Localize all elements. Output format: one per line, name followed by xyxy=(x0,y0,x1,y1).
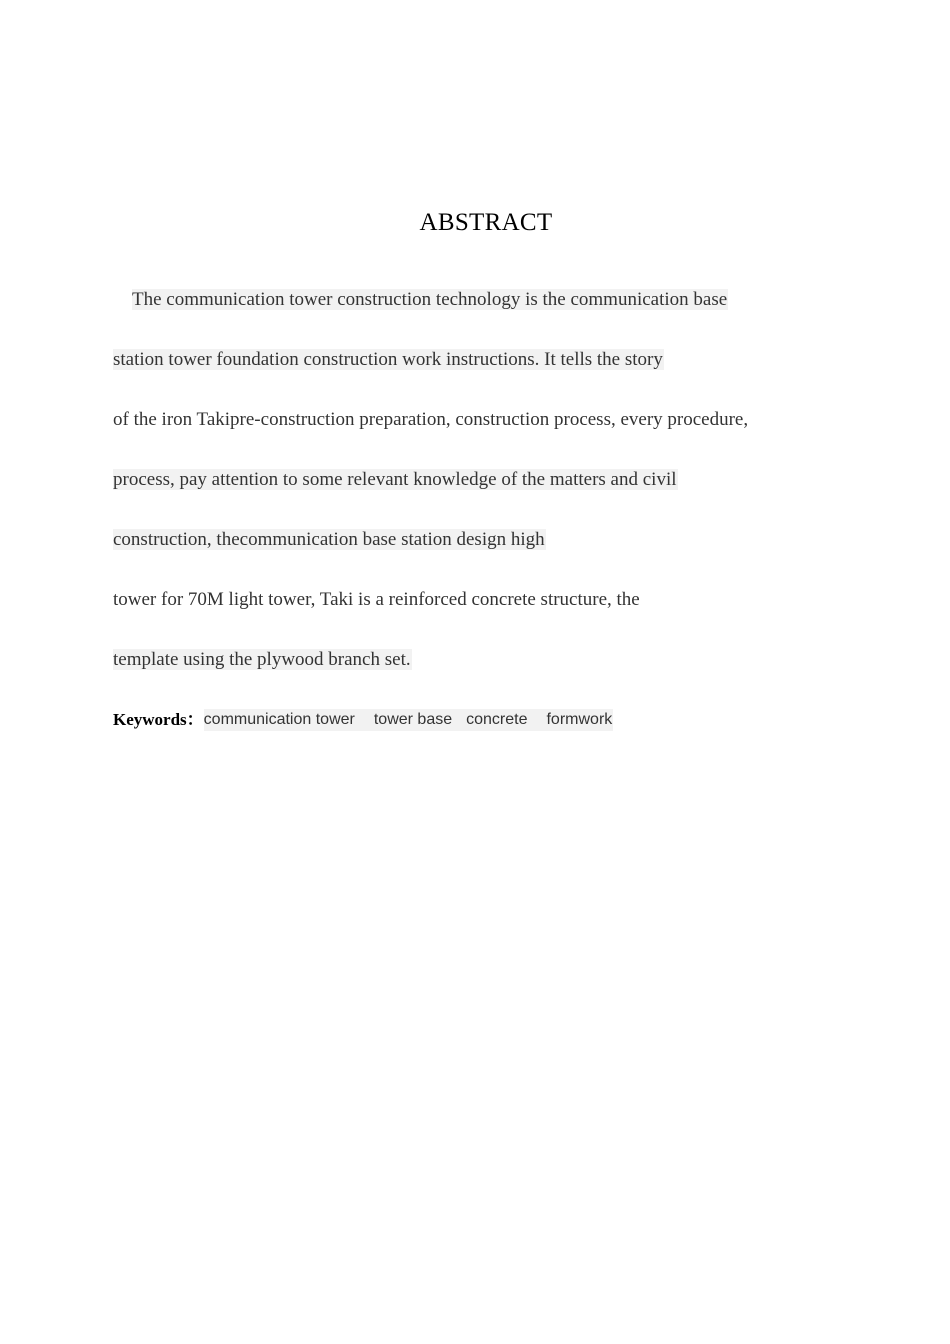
keyword-item: concrete xyxy=(466,711,528,728)
keywords-row xyxy=(113,709,613,731)
body-line-5 xyxy=(113,529,546,551)
body-line-text: construction, thecommunication base station design high xyxy=(113,529,545,550)
keyword-item: tower base xyxy=(373,711,453,728)
body-line-1 xyxy=(132,289,728,311)
body-line-2 xyxy=(113,349,664,371)
body-line-text: station tower foundation construction work instructions. It tells the story xyxy=(113,349,663,370)
keyword-item: communication tower xyxy=(203,711,355,728)
keywords-list xyxy=(204,709,614,731)
body-line-text: process, pay attention to some relevant knowledge of the matters and civil xyxy=(113,469,677,490)
body-line-4 xyxy=(113,469,678,491)
body-line-text: The communication tower construction technology is the communication base xyxy=(132,289,728,310)
body-line-text: of the iron Takipre-construction preparation, construction process, every procedure, xyxy=(113,409,749,430)
keyword-item: formwork xyxy=(546,711,613,728)
body-line-6 xyxy=(113,589,640,611)
keywords-label: Keywords： xyxy=(113,710,204,729)
body-line-3 xyxy=(113,409,748,431)
body-line-7 xyxy=(113,649,412,671)
body-line-text: tower for 70M light tower, Taki is a reinforced concrete structure, the xyxy=(113,589,640,610)
abstract-title: ABSTRACT xyxy=(419,209,553,236)
body-line-text: template using the plywood branch set. xyxy=(113,649,411,670)
